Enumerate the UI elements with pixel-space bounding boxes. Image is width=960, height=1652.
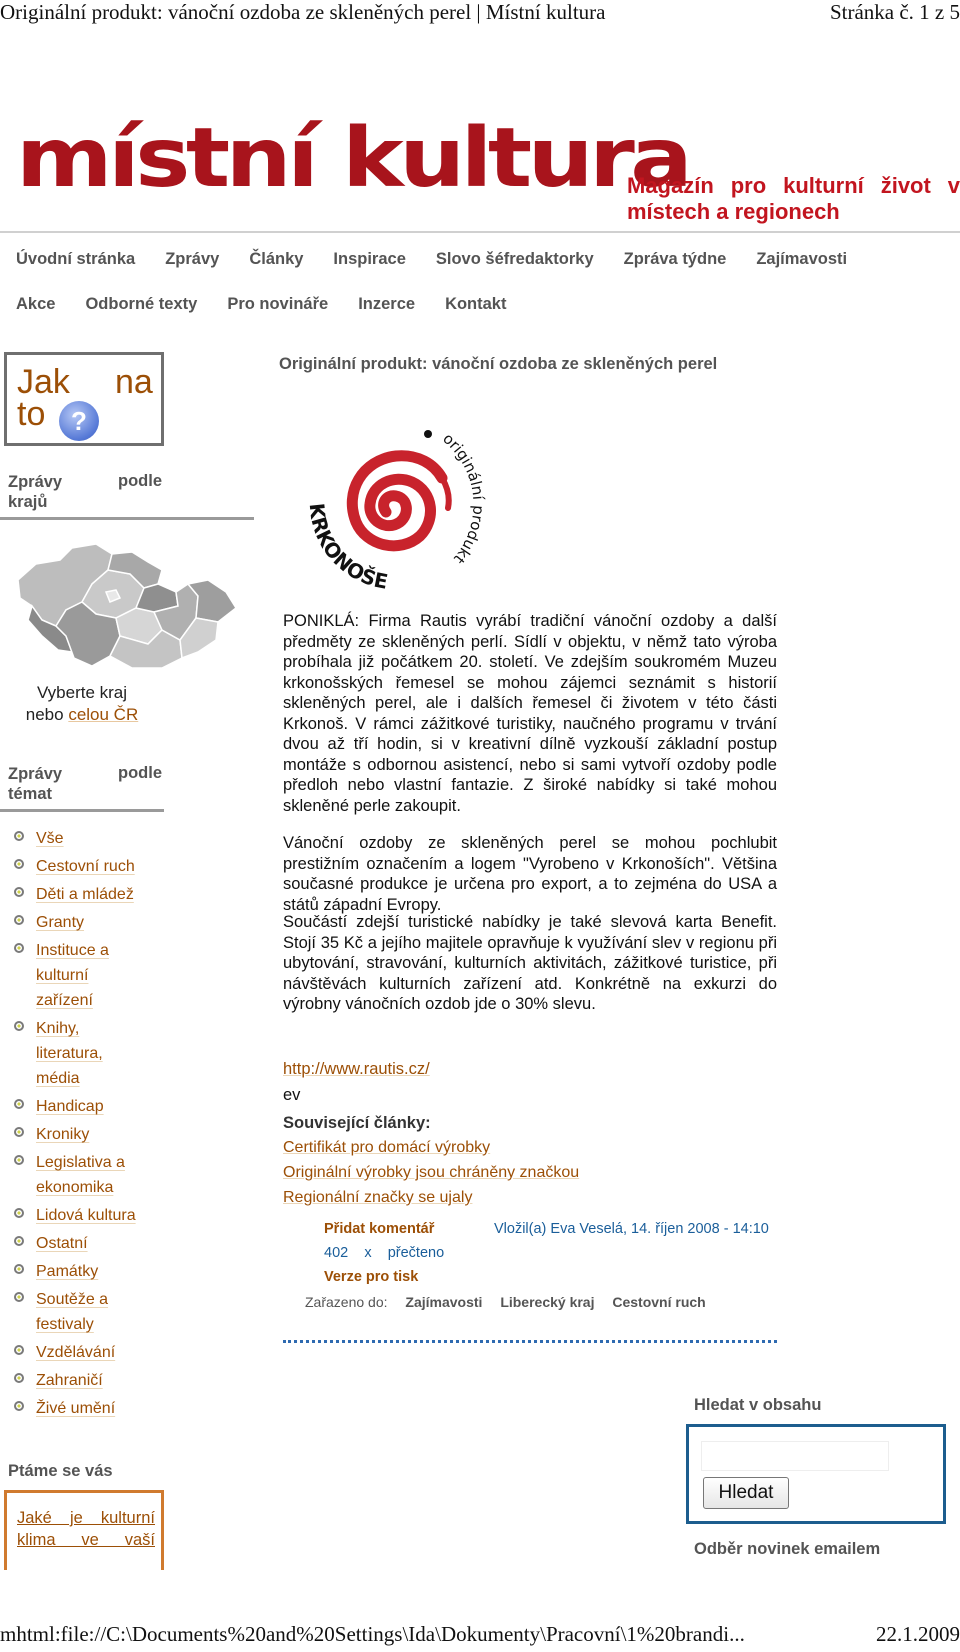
topic-link[interactable]: Lidová kultura [36,1207,136,1224]
article-title: Originální produkt: vánoční ozdoba ze skleněných perel [279,355,718,373]
tag-zajimavosti[interactable]: Zajímavosti [405,1294,483,1310]
krkonose-product-logo [300,412,500,594]
topic-link[interactable]: Instituce a [36,942,109,959]
regions-heading-word-3: krajů [8,493,48,511]
topics-heading-word-3: témat [8,785,53,803]
nav-zprava-tydne[interactable]: Zpráva týdne [623,250,727,268]
brand-text: KRKONOŠE [304,502,390,594]
jak-word: Jak [17,363,70,401]
topic-item [14,1340,164,1365]
nav-zpravy[interactable]: Zprávy [165,250,220,268]
tag-liberecky-kraj[interactable]: Liberecký kraj [500,1294,595,1310]
print-footer-path: mhtml:file://C:\Documents%20and%20Settings\Ida\Dokumenty\Pracovní\1%20brandi... [0,1622,745,1646]
topic-item [14,910,164,935]
topic-link[interactable]: Cestovní ruch [36,858,135,875]
print-header-page: Stránka č. 1 z 5 [829,0,960,24]
topics-list [14,826,164,1424]
topic-item [14,854,164,879]
spiral-mark [352,456,442,546]
bullet-icon [14,1021,24,1031]
topic-link[interactable]: Vzdělávání [36,1344,116,1361]
read-count-number: 402 [324,1245,349,1261]
nav-clanky[interactable]: Články [249,250,304,268]
bullet-icon [14,1345,24,1355]
topic-link[interactable]: Legislativa a [36,1154,125,1171]
add-comment-label: Přidat komentář [324,1221,435,1237]
read-count [324,1245,444,1261]
registered-dot [424,430,432,438]
regions-heading-podle: podle [118,472,162,490]
topic-item [14,1150,164,1200]
nav-odborne-texty[interactable]: Odborné texty [85,295,198,313]
bullet-icon [14,1155,24,1165]
print-version-link[interactable] [324,1269,418,1285]
topic-item [14,1231,164,1256]
topic-link[interactable]: Památky [36,1263,99,1280]
print-footer-date: 22.1.2009 [876,1622,960,1646]
topic-link[interactable]: Živé umění [36,1400,116,1417]
topic-item [14,882,164,907]
bullet-icon [14,915,24,925]
bullet-icon [14,1401,24,1411]
topic-link[interactable]: kulturní [36,967,89,984]
nav-pro-novinare[interactable]: Pro novináře [227,295,329,313]
poll-box [4,1490,164,1570]
rautis-url-link[interactable]: http://www.rautis.cz/ [283,1060,430,1078]
bullet-icon [14,1099,24,1109]
poll-heading: Ptáme se vás [8,1462,113,1480]
topic-link[interactable]: Knihy, [36,1020,80,1037]
posted-by: Vložil(a) Eva Veselá, 14. říjen 2008 - 14:10 [494,1221,769,1237]
map-caption-text: Vyberte kraj [36,683,128,702]
topic-link[interactable]: Zahraničí [36,1372,103,1389]
topic-item [14,1287,164,1337]
topic-link[interactable]: média [36,1070,80,1087]
topics-divider [0,809,164,812]
topic-item [14,1368,164,1393]
filed-under [305,1294,706,1310]
spiral-tail [442,478,449,508]
add-comment-link[interactable] [324,1221,434,1237]
header-divider [0,231,960,233]
search-input[interactable] [701,1441,889,1471]
main-nav-row-1 [16,250,877,269]
bullet-icon [14,859,24,869]
related-link-3[interactable]: Regionální značky se ujaly [283,1189,473,1206]
article-dotted-divider [283,1340,777,1343]
to-word: to [17,395,46,433]
newsletter-heading: Odběr novinek emailem [694,1540,881,1558]
bullet-icon [14,1264,24,1274]
bullet-icon [14,1292,24,1302]
search-heading: Hledat v obsahu [694,1396,822,1414]
article-paragraph-2: Vánoční ozdoby ze skleněných perel se mohou pochlubit prestižním označením a logem "Vyrobeno v Krkonoších". Většina současné produkce je určena pro export, a to zejména do USA a států západní Evropy. [283,834,777,914]
topic-item [14,1094,164,1119]
nav-slovo-sefredaktorky[interactable]: Slovo šéfredaktorky [435,250,594,268]
main-nav-row-2 [16,295,536,314]
nav-uvodni-stranka[interactable]: Úvodní stránka [16,250,136,268]
topic-link[interactable]: ekonomika [36,1179,114,1196]
bullet-icon [14,1208,24,1218]
read-count-label: přečteno [387,1245,445,1261]
whole-country-link[interactable]: celou ČR [68,705,139,724]
topic-item [14,1396,164,1421]
topic-item [14,1122,164,1147]
topics-heading [8,764,62,804]
nav-akce[interactable]: Akce [16,295,56,313]
jak-na-to-box[interactable] [4,352,164,446]
topic-link[interactable]: Kroniky [36,1126,90,1143]
related-link-1[interactable]: Certifikát pro domácí výrobky [283,1139,491,1156]
bullet-icon [14,1236,24,1246]
nav-inzerce[interactable]: Inzerce [358,295,416,313]
czech-region-map[interactable] [12,540,244,674]
topic-link[interactable]: Granty [36,914,85,931]
bullet-icon [14,1127,24,1137]
regions-heading-word-1: Zprávy [8,473,63,491]
topic-link[interactable]: literatura, [36,1045,103,1062]
topic-item [14,1203,164,1228]
print-header-title: Originální produkt: vánoční ozdoba ze skleněných perel | Místní kultura [0,0,606,24]
na-word: na [115,363,153,401]
related-link-2[interactable]: Originální výrobky jsou chráněny značkou [283,1164,580,1181]
poll-question-link[interactable]: Jaké je kulturní klima ve vaší [17,1509,155,1549]
topic-item [14,1259,164,1284]
regions-divider [0,517,254,520]
nav-zajimavosti[interactable]: Zajímavosti [756,250,848,268]
topic-link[interactable]: Děti a mládež [36,886,134,903]
bullet-icon [14,943,24,953]
topic-link[interactable]: festivaly [36,1316,94,1333]
bullet-icon [14,831,24,841]
nav-inspirace[interactable]: Inspirace [333,250,406,268]
topic-link[interactable]: zařízení [36,992,93,1009]
topic-link[interactable]: Handicap [36,1098,104,1115]
related-heading: Související články: [283,1114,431,1132]
print-header [0,0,960,28]
tag-cestovni-ruch[interactable]: Cestovní ruch [612,1294,706,1310]
bullet-icon [14,1373,24,1383]
topics-heading-word-1: Zprávy [8,765,63,783]
topic-link[interactable]: Soutěže a [36,1291,109,1308]
map-caption-or: nebo [25,705,69,724]
print-version-label: Verze pro tisk [324,1269,419,1285]
nav-kontakt[interactable]: Kontakt [445,295,507,313]
author-abbreviation: ev [283,1086,301,1104]
topic-link[interactable]: Ostatní [36,1235,88,1252]
topic-item [14,826,164,851]
topic-link[interactable]: Vše [36,830,64,847]
topic-item [14,938,164,1013]
question-icon: ? [59,401,99,441]
filed-under-label: Zařazeno do: [305,1294,388,1310]
site-logo[interactable]: místní kultura [16,111,689,206]
topic-item [14,1016,164,1091]
bullet-icon [14,887,24,897]
topics-heading-podle: podle [118,764,162,782]
site-tagline: Magazín pro kulturní život v místech a regionech [627,173,960,224]
read-count-x: x [364,1245,372,1261]
regions-heading [8,472,62,512]
subtitle-text: originální produkt [439,429,488,568]
article-paragraph-3: Součástí zdejší turistické nabídky je také slevová karta Benefit. Stojí 35 Kč a jejího majitele opravňuje k využívání slev v regionu při ubytování, stravování, kulturních aktivitách, zážitkové turistice, při návštěvách kulturních zařízení atd. Konkrétně na exkurzi do výrobny vánočních ozdob jde o 30% slevu. [283,913,777,1013]
search-button[interactable]: Hledat [703,1477,789,1509]
map-caption [0,682,164,726]
article-paragraph-1: PONIKLÁ: Firma Rautis vyrábí tradiční vánoční ozdoby a další předměty ze skleněných perlí. Sídlí v objektu, v němž tato výroba probíhala již počátkem 20. století. Ve zdejším soukromém Muzeu krkonošských řemesel se mohou zájemci seznámit s historií skleněných perel, ale i dalších řemesel či životem v této části Krkonoš. V rámci zážitkové turistiky, naučného programu v trvání dvou až tří hodin, si v kreativní dílně vyzkouší základní postup montáže s odbornou asistencí, nebo si sami vytvoří ozdoby podle předloh nebo vlastní fantazie. Z široké nabídky si také mohou skleněné perle zakoupit. [283,612,777,815]
search-box [686,1424,946,1524]
